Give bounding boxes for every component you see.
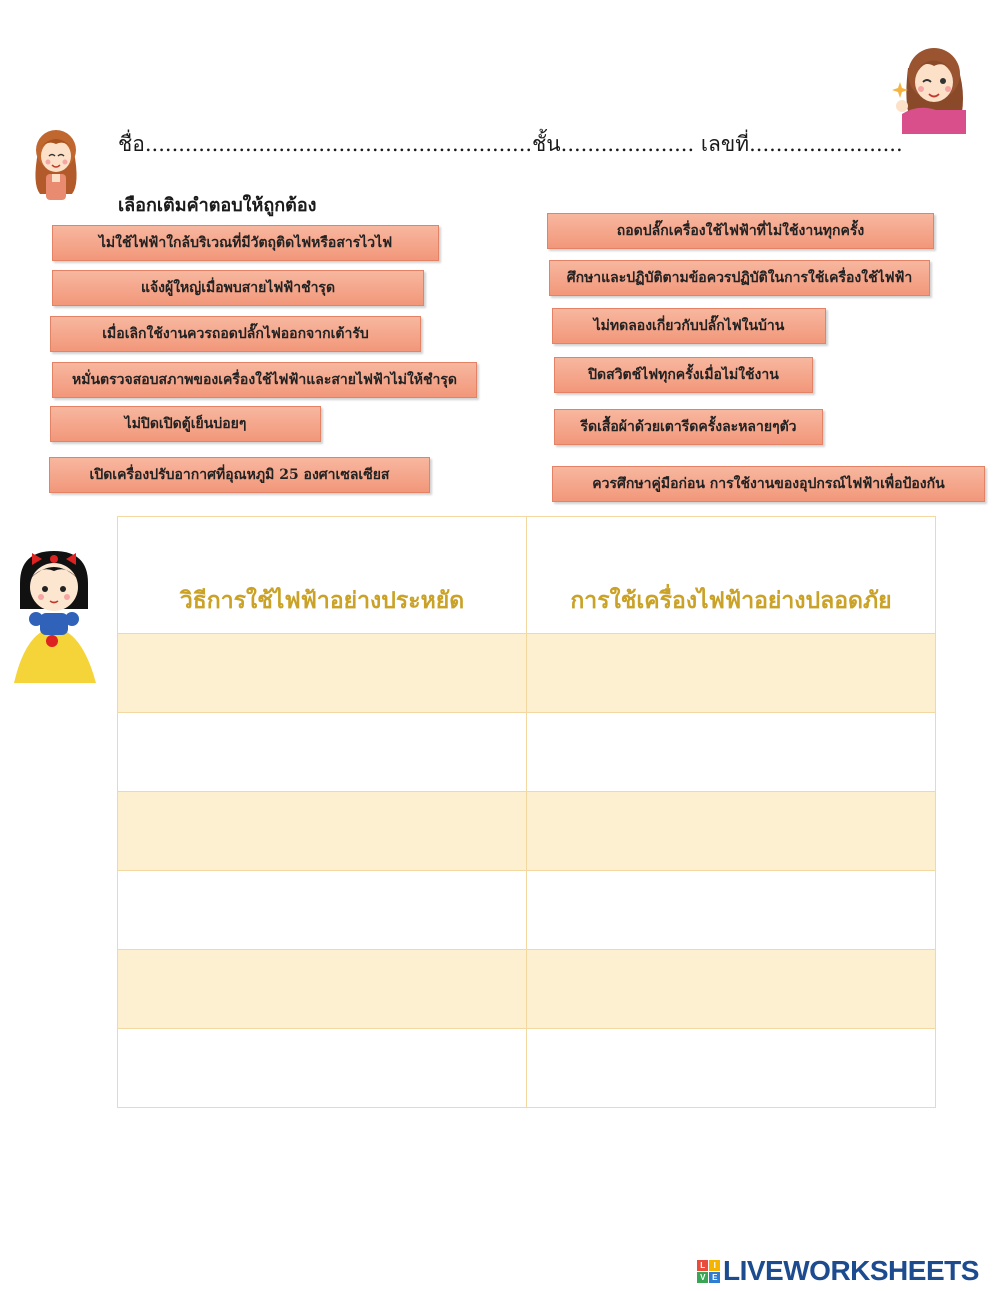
snow-white-illustration (12, 543, 98, 689)
sorting-table (117, 516, 936, 1108)
drop-zone-safety[interactable] (527, 950, 935, 1028)
answer-card[interactable]: ไม่ปิดเปิดตู้เย็นบ่อยๆ (50, 406, 321, 442)
logo-text: LIVEWORKSHEETS (723, 1255, 979, 1286)
drop-zone-saving[interactable] (118, 950, 526, 1028)
column-header-saving: วิธีการใช้ไฟฟ้าอย่างประหยัด (118, 517, 527, 634)
drop-zone-safety[interactable] (527, 792, 935, 870)
drop-zone-safety[interactable] (527, 713, 935, 791)
column-header-safety: การใช้เครื่องไฟฟ้าอย่างปลอดภัย (527, 517, 936, 634)
answer-card[interactable]: รีดเสื้อผ้าด้วยเตารีดครั้งละหลายๆตัว (554, 409, 823, 445)
drop-zone-saving[interactable] (118, 1029, 526, 1107)
answer-card[interactable]: เมื่อเลิกใช้งานควรถอดปลั๊กไฟออกจากเต้ารับ (50, 316, 421, 352)
number-field[interactable]: ....................... (749, 132, 903, 156)
drop-zone-saving[interactable] (118, 871, 526, 949)
answer-card[interactable]: ปิดสวิตช์ไฟทุกครั้งเมื่อไม่ใช้งาน (554, 357, 813, 393)
name-field[interactable]: .......................................................... (144, 132, 533, 156)
answer-card[interactable]: ไม่ทดลองเกี่ยวกับปลั๊กไฟในบ้าน (552, 308, 826, 344)
answer-card[interactable]: แจ้งผู้ใหญ่เมื่อพบสายไฟฟ้าชำรุด (52, 270, 424, 306)
drop-zone-safety[interactable] (527, 871, 935, 949)
answer-card[interactable]: ศึกษาและปฏิบัติตามข้อควรปฏิบัติในการใช้เครื่องใช้ไฟฟ้า (549, 260, 930, 296)
liveworksheets-logo[interactable] (697, 1255, 979, 1287)
answer-card[interactable]: หมั่นตรวจสอบสภาพของเครื่องใช้ไฟฟ้าและสายไฟฟ้าไม่ให้ชำรุด (52, 362, 477, 398)
number-label: เลขที่ (700, 132, 750, 156)
drop-zone-saving[interactable] (118, 792, 526, 870)
answer-card[interactable]: ถอดปลั๊กเครื่องใช้ไฟฟ้าที่ไม่ใช้งานทุกครั้ง (547, 213, 934, 249)
class-field[interactable]: .................... (560, 132, 695, 156)
drop-zone-saving[interactable] (118, 713, 526, 791)
student-info-line (118, 128, 903, 161)
answer-card[interactable]: ควรศึกษาคู่มือก่อน การใช้งานของอุปกรณ์ไฟฟ้าเพื่อป้องกัน (552, 466, 985, 502)
drop-zone-safety[interactable] (527, 634, 935, 712)
class-label: ชั้น (532, 132, 561, 156)
logo-icon: L I V E (697, 1260, 720, 1283)
name-label: ชื่อ (118, 132, 145, 156)
drop-zone-saving[interactable] (118, 634, 526, 712)
answer-card[interactable]: ไม่ใช้ไฟฟ้าใกล้บริเวณที่มีวัตถุติดไฟหรือสารไวไฟ (52, 225, 439, 261)
girl-thumbs-up-illustration (888, 38, 970, 136)
instruction-text: เลือกเติมคำตอบให้ถูกต้อง (118, 195, 317, 216)
drop-zone-safety[interactable] (527, 1029, 935, 1107)
girl-illustration-left (28, 122, 84, 202)
answer-card[interactable]: เปิดเครื่องปรับอากาศที่อุณหภูมิ 25 องศาเซลเซียส (49, 457, 430, 493)
